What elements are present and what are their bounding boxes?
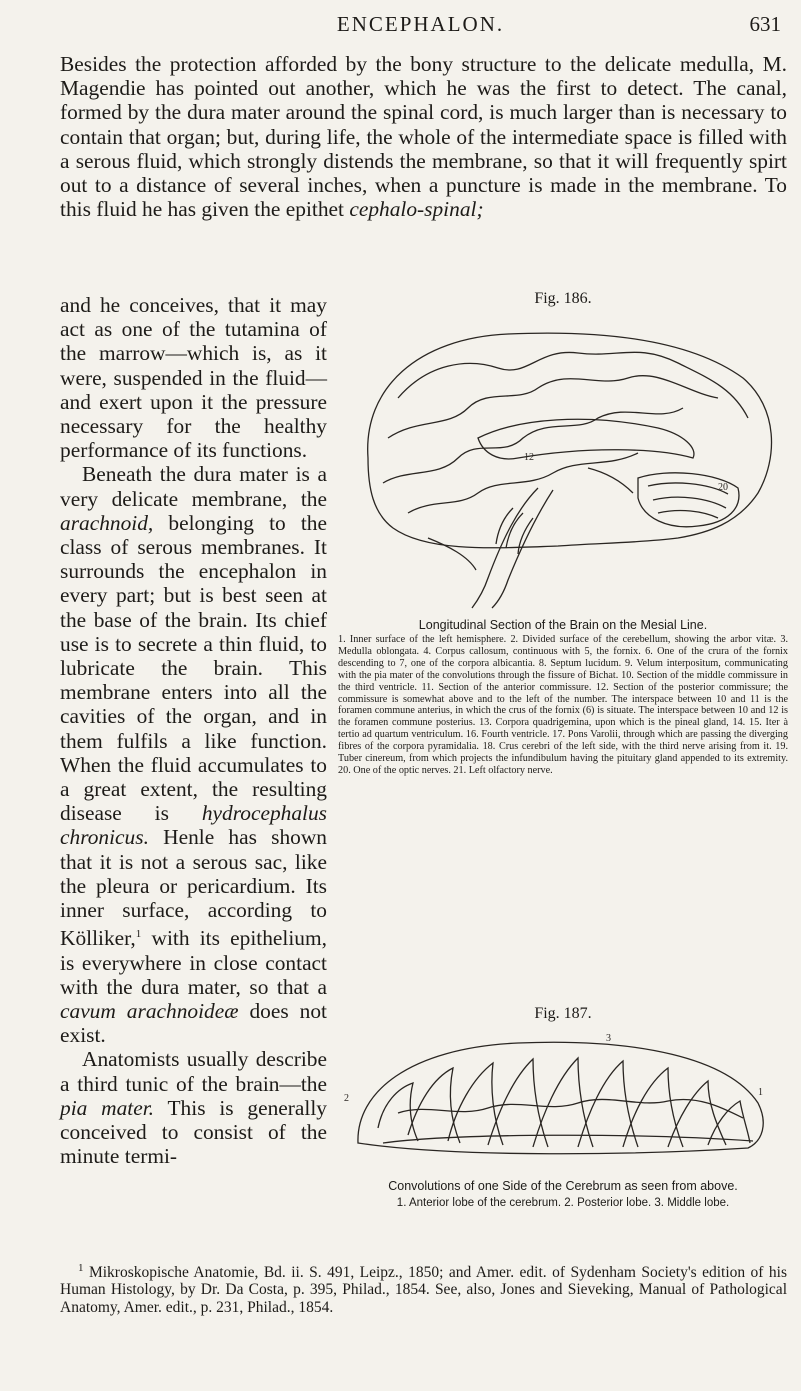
footnote-text: Mikroskopische Anatomie, Bd. ii. S. 491, Leipz., 1850; and Amer. edit. of Sydenham Society's edition of his Human Histology, by Dr. Da Costa, p. 395, Philad., 1854. See, also, Jones and Sieveking, Manual of Pathological Anatomy, Amer. edit., p. 231, Philad., 1854.: [60, 1263, 787, 1316]
intro-text: Besides the protection afforded by the bony structure to the delicate medulla, M. Magendie has pointed out another, which he was the first to detect. The canal, formed by the dura mater around the spinal cord, is much larger than is necessary to contain that organ; but, during life, the whole of the intermediate space is filled with a serous fluid, which strongly distends the membrane, so that it will frequently spirt out to a distance of several inches, when a puncture is made in the membrane. To this fluid he has given the epithet: [60, 52, 787, 222]
marker-2: 2: [344, 1093, 349, 1104]
paragraph-continued: and he conceives, that it may act as one of the tutamina of the marrow—which is, as it were, suspended in the fluid—and exert upon it the pressure necessary for the healthy performance of its functions.: [60, 293, 327, 463]
figure-186-title: Longitudinal Section of the Brain on the Mesial Line.: [418, 618, 708, 632]
arachnoid-italic: arachnoid,: [60, 510, 154, 535]
left-column: [60, 293, 327, 1168]
cavum-italic: cavum arachnoideæ: [60, 999, 239, 1024]
pia-italic: pia mater.: [60, 1095, 155, 1120]
intro-italic: cephalo-spinal;: [349, 197, 484, 222]
arachnoid-text-e: does not exist.: [60, 999, 327, 1048]
marker-12: 12: [524, 452, 534, 463]
intro-paragraph: [60, 52, 787, 221]
footnote: [60, 1260, 787, 1317]
hydrocephalus-italic: hydrocephalus chronicus.: [60, 801, 327, 850]
figure-187: [338, 1005, 788, 1210]
paragraph-pia-mater: [60, 1047, 327, 1168]
page-header: [60, 12, 781, 42]
brain-section-illustration: [338, 308, 788, 610]
page-number: 631: [749, 12, 781, 36]
footnote-ref[interactable]: 1: [135, 928, 142, 941]
pia-text-b: This is generally conceived to consist of the minute termi-: [60, 1095, 327, 1169]
arachnoid-text-d: with its epithelium, is everywhere in close contact with the dura mater, so that a: [60, 926, 327, 999]
arachnoid-text-b: belonging to the class of serous membranes. It surrounds the encephalon in every part; but is best seen at the base of the brain. Its chief use is to secrete a thin fluid, to lubricate the brain. This membrane enters into all the cavities of the organ, and in them fulfils a like function. When the fluid accumulates to a great extent, the resulting disease is: [60, 510, 327, 826]
figure-186-caption: 1. Inner surface of the left hemisphere. 2. Divided surface of the cerebellum, showing the arbor vitæ. 3. Medulla oblongata. 4. Corpus callosum, continuous with 5, the fornix. 6. One of the crura of the fornix descending to 7, one of the corpora albicantia. 8. Septum lucidum. 9. Velum interpositum, communicating with the pia mater of the convolutions through the fissure of Bichat. 10. Section of the middle commissure in the third ventricle. 11. Section of the anterior commissure. 12. Section of the posterior commissure; the commissure is somewhat above and to the left of the number. The interspace between 10 and 11 is the foramen commune anterius, in which the crus of the fornix (6) is situate. The interspace between 10 and 12 is the foramen commune posterius. 13. Corpora quadrigemina, upon which is the pineal gland, 14. 15. Iter à tertio ad quartum ventriculum. 16. Fourth ventricle. 17. Pons Varolii, through which are passing the diverging fibres of the corpora pyramidalia. 18. Crus cerebri of the left side, with the third nerve arising from it. 19. Tuber cinereum, from which projects the infundibulum having the pituitary gland appended to its extremity. 20. One of the optic nerves. 21. Left olfactory nerve.: [338, 634, 788, 776]
figure-187-label: Fig. 187.: [534, 1005, 592, 1022]
figure-186-label: Fig. 186.: [534, 290, 592, 307]
figure-187-caption: 1. Anterior lobe of the cerebrum. 2. Posterior lobe. 3. Middle lobe.: [396, 1197, 730, 1209]
paragraph-arachnoid: [60, 462, 327, 1047]
running-head: ENCEPHALON.: [336, 12, 505, 36]
marker-1: 1: [758, 1087, 763, 1098]
figure-187-title: Convolutions of one Side of the Cerebrum as seen from above.: [388, 1179, 738, 1193]
marker-20: 20: [718, 482, 728, 493]
arachnoid-text-a: Beneath the dura mater is a very delicate membrane, the: [60, 462, 327, 511]
cerebrum-convolutions-illustration: [338, 1023, 788, 1171]
arachnoid-text-c: Henle has shown that it is not a serous sac, like the pleura or pericardium. Its inner surface, according to Kölliker,: [60, 825, 327, 951]
marker-3: 3: [606, 1033, 611, 1044]
footnote-mark: 1: [78, 1261, 84, 1274]
pia-text-a: Anatomists usually describe a third tunic of the brain—the: [60, 1047, 327, 1096]
figure-186: [338, 290, 788, 777]
